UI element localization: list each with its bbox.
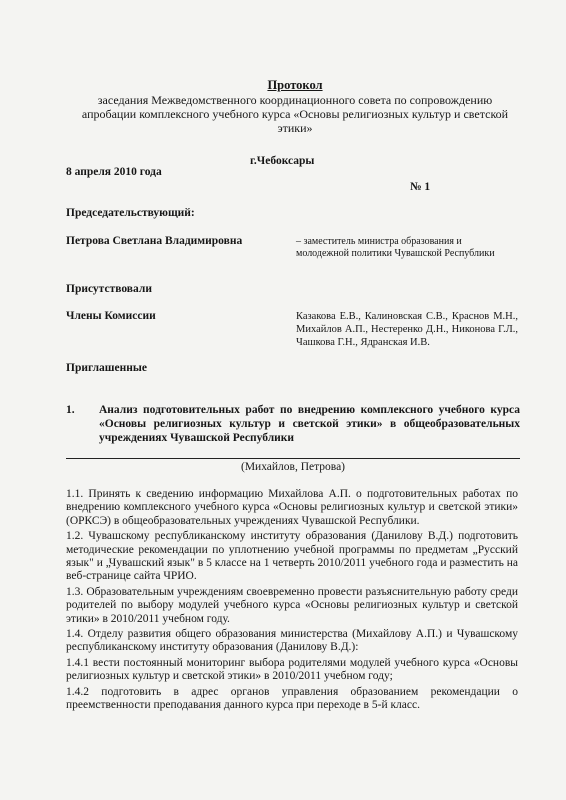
chair-role: – заместитель министра образования и молодежной политики Чувашской Республики [296, 236, 495, 259]
decision-paragraph: 1.2. Чувашскому республиканскому институту образования (Данилову В.Д.) подготовить методические рекомендации по уплотнению учебной программы по предметам „Русский язык" и „Чувашский язык" в 5 классе на 1 четверть 2010/2011 учебного года и разместить на веб-странице сайта ЧРИО. [66, 530, 518, 583]
subtitle-line-3: этики» [277, 121, 313, 135]
protocol-number: № 1 [410, 181, 431, 193]
members-list: Казакова Е.В., Калиновская С.В., Краснов М.Н., Михайлов А.П., Нестеренко Д.Н., Никонова Г.Л., Чашкова Г.Н., Ядранская И.В. [296, 311, 518, 348]
meeting-date: 8 апреля 2010 года [66, 166, 162, 178]
header-block [60, 78, 530, 135]
decision-paragraph: 1.1. Принять к сведению информацию Михайлова А.П. о подготовительных работах по внедрению комплексного учебного курса «Основы религиозных культур и светской этики» (ОРКСЭ) в общеобразовательных учреждениях Чувашской Республики. [66, 488, 518, 527]
decision-paragraph: 1.4.2 подготовить в адрес органов управления образованием рекомендации о преемственности преподавания данного курса при переходе в 5-й класс. [66, 685, 518, 712]
decision-paragraph: 1.4. Отделу развития общего образования министерства (Михайлову А.П.) и Чувашскому республиканскому институту образования (Данилову В.Д.): [66, 628, 518, 654]
present-label: Присутствовали [66, 283, 152, 295]
invited-label: Приглашенные [66, 362, 147, 374]
decision-paragraph: 1.4.1 вести постоянный мониторинг выбора родителями модулей учебного курса «Основы религиозных культур и светской этики» в 2010/2011 учебном году; [66, 656, 518, 683]
subtitle-line-1: заседания Межведомственного координационного совета по сопровождению [97, 93, 493, 107]
chair-name: Петрова Светлана Владимировна [66, 235, 243, 247]
agenda-item-title: Анализ подготовительных работ по внедрению комплексного учебного курса «Основы религиозных культур и светской этики» в общеобразовательных учреждениях Чувашской Республики [99, 404, 520, 444]
speakers: (Михайлов, Петрова) [240, 461, 346, 473]
subtitle-line-2: апробации комплексного учебного курса «Основы религиозных культур и светской [81, 107, 509, 121]
divider [66, 458, 520, 459]
members-label: Члены Комиссии [66, 310, 156, 322]
decisions [66, 488, 518, 713]
document-title: Протокол [267, 78, 323, 92]
chair-label: Председательствующий: [66, 207, 195, 219]
decision-paragraph: 1.3. Образовательным учреждениям своевременно провести разъяснительную работу среди родителей по выбору модулей учебного курса «Основы религиозных культур и светской этики» в 2010/2011 учебном году. [66, 585, 518, 625]
agenda-item [66, 403, 520, 445]
agenda-item-number: 1. [66, 404, 75, 416]
city: г.Чебоксары [250, 155, 315, 167]
